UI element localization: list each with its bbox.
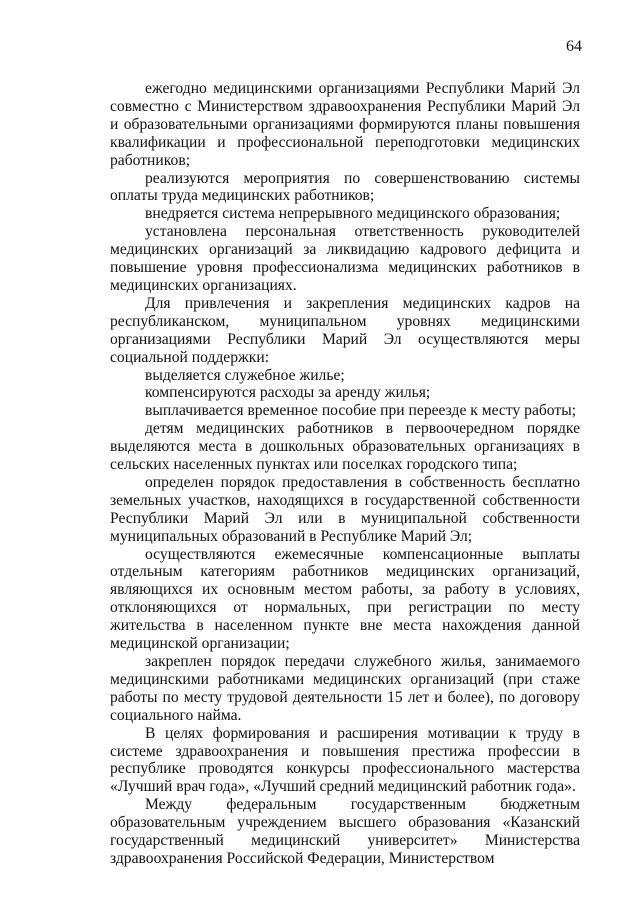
paragraph-rent-compensation: компенсируются расходы за аренду жилья; (145, 384, 431, 402)
paragraph-relocation-allowance: выплачивается временное пособие при переезде к месту работы; (145, 402, 577, 420)
paragraph-personal-responsibility: установлена персональная ответственность руководителей медицинских организаций за ликвидацию кадрового дефицита и повышение уровня профессионализма медицинских работников в медицинских организациях. (110, 223, 580, 294)
document-body (110, 80, 580, 868)
paragraph-kindergarten-places: детям медицинских работников в первоочередном порядке выделяются места в дошкольных образовательных организациях в сельских населенных пунктах или поселках городского типа; (110, 420, 580, 474)
paragraph-land-plots: определен порядок предоставления в собственность бесплатно земельных участков, находящихся в государственной собственности Республики Марий Эл или в муниципальной собственности муниципальных образований в Республике Марий Эл; (110, 473, 580, 545)
paragraph-agreement-intro: Между федеральным государственным бюджетным образовательным учреждением высшего образования «Казанский государственный медицинский университет» Министерства здравоохранения Российской Федерации, Министерством (110, 796, 580, 867)
paragraph-professional-contests: В целях формирования и расширения мотивации к труду в системе здравоохранения и повышения престижа профессии в республике проводятся конкурсы профессионального мастерства «Лучший врач года», «Лучший средний медицинский работник года». (110, 724, 580, 796)
paragraph-housing-transfer: закреплен порядок передачи служебного жилья, занимаемого медицинскими работниками медицинских организаций (при стаже работы по месту трудовой деятельности 15 лет и более), по договору социального найма. (110, 653, 580, 724)
paragraph-annual-training-plans: ежегодно медицинскими организациями Республики Марий Эл совместно с Министерством здравоохранения Республики Марий Эл и образовательными организациями формируются планы повышения квалификации и профессиональной переподготовки медицинских работников; (110, 80, 580, 169)
paragraph-compensation-payments: осуществляются ежемесячные компенсационные выплаты отдельным категориям работников медицинских организаций, являющихся их основным местом работы, за работу в условиях, отклоняющихся от нормальных, при регистрации по месту жительства в населенном пункте вне места нахождения данной медицинской организации; (110, 545, 580, 653)
paragraph-social-support-intro: Для привлечения и закрепления медицинских кадров на республиканском, муниципальном уровнях медицинскими организациями Республики Марий Эл осуществляются меры социальной поддержки: (110, 294, 580, 366)
paragraph-continuous-education: внедряется система непрерывного медицинского образования; (145, 205, 561, 223)
page-number: 64 (566, 38, 582, 55)
paragraph-pay-system: реализуются мероприятия по совершенствованию системы оплаты труда медицинских работников; (110, 169, 580, 205)
paragraph-housing: выделяется служебное жилье; (145, 366, 345, 384)
